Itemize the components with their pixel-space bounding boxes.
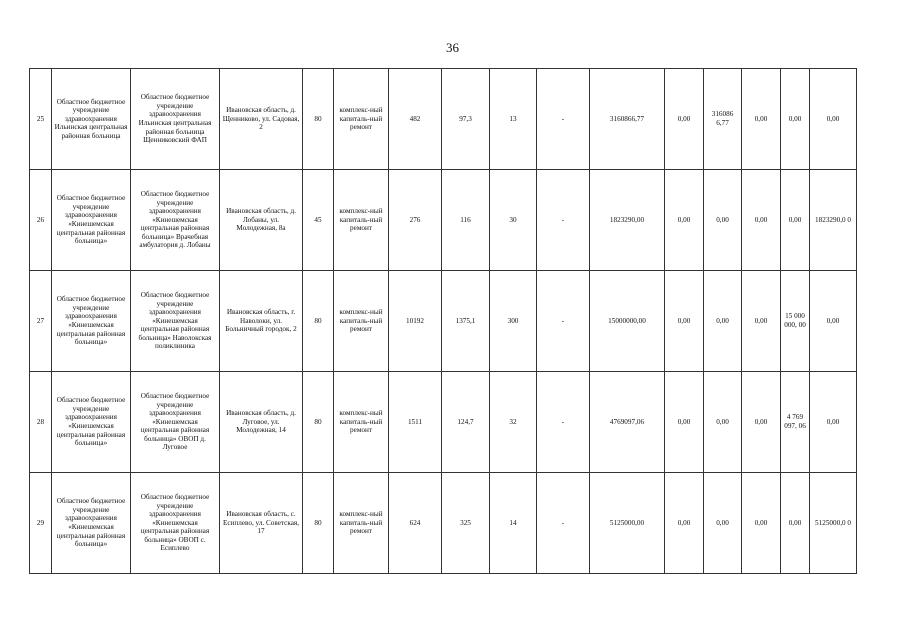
value-cell-7: 0,00	[704, 372, 742, 473]
value-cell-6: 0,00	[665, 271, 704, 372]
work-type-cell: комплекс-ный капиталь-ный ремонт	[334, 473, 389, 574]
wear-cell: 80	[303, 69, 334, 170]
row-number: 28	[30, 372, 52, 473]
value-cell-1: 276	[389, 170, 442, 271]
organization-cell: Областное бюджетное учреждение здравоохранения «Кинешемская центральная районная больница»	[52, 372, 131, 473]
address-cell: Ивановская область, д. Лобаны, ул. Молодежная, 8а	[220, 170, 303, 271]
value-cell-4: -	[537, 170, 590, 271]
table-row	[30, 170, 857, 271]
value-cell-6: 0,00	[665, 69, 704, 170]
value-cell-9: 4 769 097, 06	[781, 372, 810, 473]
value-cell-6: 0,00	[665, 170, 704, 271]
value-cell-10: 0,00	[810, 372, 857, 473]
value-cell-9: 0,00	[781, 170, 810, 271]
value-cell-10: 5125000,0 0	[810, 473, 857, 574]
wear-cell: 80	[303, 271, 334, 372]
value-cell-9: 0,00	[781, 473, 810, 574]
value-cell-2: 124,7	[442, 372, 490, 473]
value-cell-3: 300	[490, 271, 537, 372]
organization-cell: Областное бюджетное учреждение здравоохранения «Кинешемская центральная районная больница»	[52, 170, 131, 271]
value-cell-9: 0,00	[781, 69, 810, 170]
facility-cell: Областное бюджетное учреждение здравоохранения Ильинская центральная районная больница Щенниковский ФАП	[131, 69, 220, 170]
value-cell-10: 0,00	[810, 69, 857, 170]
row-number: 26	[30, 170, 52, 271]
value-cell-5: 3160866,77	[590, 69, 665, 170]
table-row	[30, 271, 857, 372]
value-cell-3: 13	[490, 69, 537, 170]
organization-cell: Областное бюджетное учреждение здравоохранения «Кинешемская центральная районная больница»	[52, 473, 131, 574]
value-cell-2: 116	[442, 170, 490, 271]
table-row	[30, 69, 857, 170]
value-cell-8: 0,00	[742, 69, 781, 170]
value-cell-3: 32	[490, 372, 537, 473]
facility-cell: Областное бюджетное учреждение здравоохранения «Кинешемская центральная районная больница» ОВОП д. Луговое	[131, 372, 220, 473]
value-cell-4: -	[537, 69, 590, 170]
value-cell-8: 0,00	[742, 372, 781, 473]
organization-cell: Областное бюджетное учреждение здравоохранения «Кинешемская центральная районная больница»	[52, 271, 131, 372]
value-cell-7: 0,00	[704, 271, 742, 372]
value-cell-8: 0,00	[742, 271, 781, 372]
value-cell-7: 0,00	[704, 473, 742, 574]
wear-cell: 80	[303, 473, 334, 574]
value-cell-10: 0,00	[810, 271, 857, 372]
facility-cell: Областное бюджетное учреждение здравоохранения «Кинешемская центральная районная больница» Врачебная амбулатория д. Лобаны	[131, 170, 220, 271]
value-cell-5: 4769097,06	[590, 372, 665, 473]
work-type-cell: комплекс-ный капиталь-ный ремонт	[334, 372, 389, 473]
address-cell: Ивановская область, д. Луговое, ул. Молодежная, 14	[220, 372, 303, 473]
wear-cell: 80	[303, 372, 334, 473]
row-number: 29	[30, 473, 52, 574]
table-row	[30, 372, 857, 473]
organization-cell: Областное бюджетное учреждение здравоохранения Ильинская центральная районная больница	[52, 69, 131, 170]
value-cell-1: 1511	[389, 372, 442, 473]
row-number: 27	[30, 271, 52, 372]
value-cell-2: 325	[442, 473, 490, 574]
value-cell-5: 1823290,00	[590, 170, 665, 271]
value-cell-8: 0,00	[742, 473, 781, 574]
value-cell-2: 1375,1	[442, 271, 490, 372]
value-cell-3: 14	[490, 473, 537, 574]
value-cell-9: 15 000 000, 00	[781, 271, 810, 372]
facility-cell: Областное бюджетное учреждение здравоохранения «Кинешемская центральная районная больница» Наволокская поликлиника	[131, 271, 220, 372]
work-type-cell: комплекс-ный капиталь-ный ремонт	[334, 170, 389, 271]
value-cell-4: -	[537, 473, 590, 574]
value-cell-7: 0,00	[704, 170, 742, 271]
work-type-cell: комплекс-ный капиталь-ный ремонт	[334, 271, 389, 372]
value-cell-1: 10192	[389, 271, 442, 372]
value-cell-4: -	[537, 372, 590, 473]
value-cell-5: 5125000,00	[590, 473, 665, 574]
table-row	[30, 473, 857, 574]
value-cell-3: 30	[490, 170, 537, 271]
page-number: 36	[446, 40, 459, 55]
work-type-cell: комплекс-ный капиталь-ный ремонт	[334, 69, 389, 170]
value-cell-6: 0,00	[665, 372, 704, 473]
wear-cell: 45	[303, 170, 334, 271]
value-cell-8: 0,00	[742, 170, 781, 271]
value-cell-6: 0,00	[665, 473, 704, 574]
value-cell-4: -	[537, 271, 590, 372]
value-cell-10: 1823290,0 0	[810, 170, 857, 271]
value-cell-1: 482	[389, 69, 442, 170]
value-cell-1: 624	[389, 473, 442, 574]
address-cell: Ивановская область, г. Наволоки, ул. Больничный городок, 2	[220, 271, 303, 372]
row-number: 25	[30, 69, 52, 170]
address-cell: Ивановская область, с. Есиплево, ул. Советская, 17	[220, 473, 303, 574]
value-cell-7: 316086 6,77	[704, 69, 742, 170]
facility-cell: Областное бюджетное учреждение здравоохранения «Кинешемская центральная районная больница» ОВОП с. Есиплево	[131, 473, 220, 574]
data-table	[29, 68, 857, 574]
address-cell: Ивановская область, д. Щенниково, ул. Садовая, 2	[220, 69, 303, 170]
value-cell-2: 97,3	[442, 69, 490, 170]
value-cell-5: 15000000,00	[590, 271, 665, 372]
